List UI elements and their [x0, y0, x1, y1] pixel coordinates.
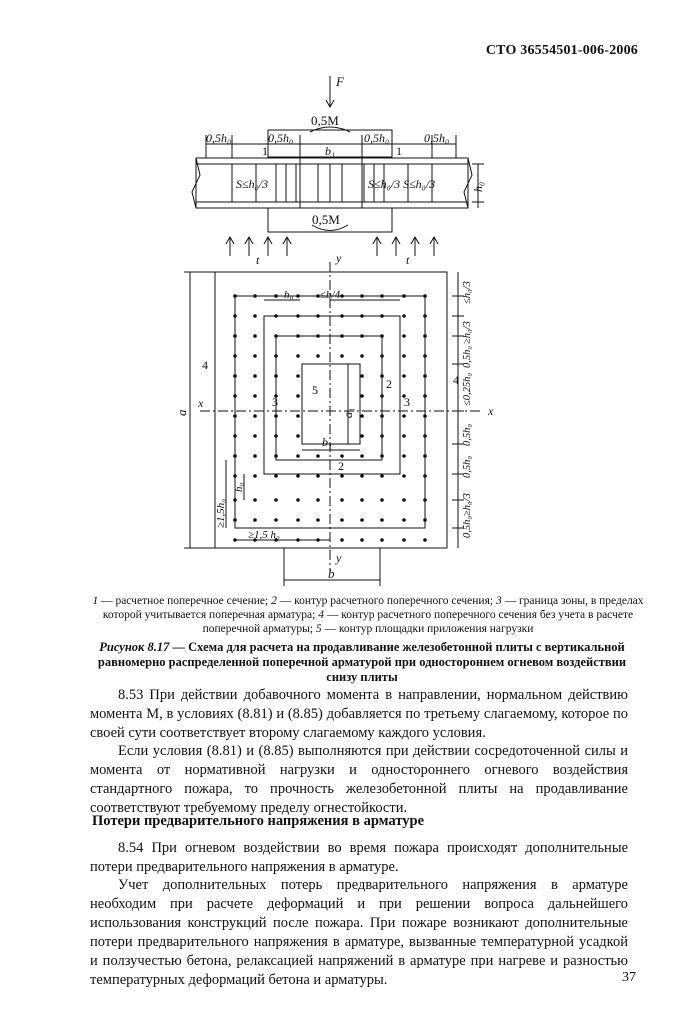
rebar-dot [316, 334, 320, 338]
rebar-dot [316, 454, 320, 458]
label-y-bottom: y [336, 551, 342, 565]
rebar-dot [296, 414, 300, 418]
rebar-dot [316, 538, 320, 542]
rebar-dot [233, 414, 237, 418]
legend-3-num: 3 [495, 595, 502, 607]
rebar-dot [253, 314, 257, 318]
right-dimension-label: ≤0,25h₀ [462, 372, 473, 406]
rebar-dot [402, 454, 406, 458]
paragraph-8-53-text: 8.53 При действии добавочного момента в направлении, нормальном действию момента M, в условиях (8.81) и (8.85) добавляется по третьему слагаемому, которое по своей сути соответствует второму слагаемому каждого условия. [90, 687, 628, 741]
rebar-dot [360, 498, 364, 502]
rebar-dot [402, 334, 406, 338]
rebar-dot [360, 538, 364, 542]
rebar-dot [360, 474, 364, 478]
rebar-dot [233, 454, 237, 458]
rebar-dot [360, 518, 364, 522]
rebar-dot [360, 414, 364, 418]
rebar-dot [253, 518, 257, 522]
paragraph-conditions-text: Если условия (8.81) и (8.85) выполняются при действии сосредоточенной силы и момента от нормативной нагрузки и одностороннего огневого воздействия стандартного пожара, то прочность железобетонной плиты на продавливание соответствуют требуемому пределу огнестойкости. [90, 743, 628, 816]
rebar-dot [402, 374, 406, 378]
label-h05-4: 0,5h₀ [424, 131, 450, 145]
rebar-dot [423, 498, 427, 502]
paragraph-conditions [90, 742, 628, 818]
rebar-dot [380, 374, 384, 378]
rebar-dot [402, 474, 406, 478]
rebar-dot [233, 394, 237, 398]
rebar-dot [380, 538, 384, 542]
right-dimension-label: 0,5h₀ [462, 423, 473, 446]
rebar-dot [274, 434, 278, 438]
rebar-dot [253, 354, 257, 358]
rebar-dot [296, 374, 300, 378]
rebar-dot [380, 454, 384, 458]
rebar-dot [233, 294, 237, 298]
rebar-dot [380, 294, 384, 298]
section-title: Потери предварительного напряжения в арматуре [92, 813, 424, 829]
rebar-dot [380, 414, 384, 418]
right-dimension-label: 0,5h₀≥h₀/3 [462, 493, 473, 538]
rebar-dot [316, 498, 320, 502]
label-b1-section: b₁ [325, 144, 336, 158]
rebar-dot [423, 414, 427, 418]
label-s-left: S≤h₀/3 [236, 177, 269, 191]
rebar-dot [316, 518, 320, 522]
rebar-dot [253, 434, 257, 438]
rebar-dot [296, 474, 300, 478]
rebar-dot [380, 334, 384, 338]
rebar-dot [360, 294, 364, 298]
label-x-left: x [198, 396, 204, 410]
rebar-dot [423, 474, 427, 478]
label-h05-2: 0,5h₀ [268, 131, 294, 145]
rebar-dot [296, 434, 300, 438]
rebar-dot [360, 394, 364, 398]
rebar-dot [274, 454, 278, 458]
label-1b: 1 [396, 144, 402, 158]
rebar-dot [423, 334, 427, 338]
rebar-dot [316, 474, 320, 478]
rebar-dot [274, 414, 278, 418]
rebar-dot [402, 518, 406, 522]
rebar-dot [340, 498, 344, 502]
rebar-dot [296, 314, 300, 318]
rebar-dot [296, 538, 300, 542]
right-dimension-label: 0,5h₀ [462, 345, 473, 368]
figure-number: Рисунок 8.17 [99, 640, 170, 654]
rebar-dot [253, 498, 257, 502]
rebar-dot [296, 354, 300, 358]
rebar-dot [233, 498, 237, 502]
rebar-dot [274, 498, 278, 502]
rebar-dot [340, 454, 344, 458]
rebar-dot [360, 334, 364, 338]
rebar-dot [340, 314, 344, 318]
right-dimension-labels [462, 281, 473, 538]
label-t-right: t [406, 253, 410, 267]
rebar-dot [316, 354, 320, 358]
rebar-dot [360, 434, 364, 438]
rebar-dot [380, 394, 384, 398]
right-dimension-label: ≤h₀/3 [462, 281, 473, 304]
slab-plan-outline [215, 272, 447, 548]
rebar-dot [296, 294, 300, 298]
rebar-dot [423, 374, 427, 378]
rebar-dot [380, 474, 384, 478]
label-h0-plan-top: h₀ [284, 289, 294, 301]
rebar-dot [380, 434, 384, 438]
rebar-dot [423, 294, 427, 298]
rebar-dot [423, 454, 427, 458]
legend-5: — контур площадки приложения нагрузки [321, 623, 534, 635]
rebar-dot [360, 374, 364, 378]
label-5: 5 [312, 383, 318, 397]
label-3-left: 3 [272, 395, 278, 409]
rebar-dot [340, 334, 344, 338]
paragraph-losses [90, 876, 628, 990]
rebar-dot [340, 538, 344, 542]
rebar-dot [274, 294, 278, 298]
document-code: СТО 36554501-006-2006 [485, 43, 638, 58]
legend-3: — граница зоны, в пределах которой учитывается поперечная арматура; [102, 595, 644, 621]
rebar-dot [360, 354, 364, 358]
label-le-b4: ≤b/4 [320, 289, 341, 301]
rebar-dot [253, 394, 257, 398]
rebar-dot [402, 538, 406, 542]
rebar-dot [274, 518, 278, 522]
rebar-dot [402, 314, 406, 318]
rebar-dot [274, 314, 278, 318]
rebar-dot [233, 518, 237, 522]
rebar-dot [423, 354, 427, 358]
figure-legend [88, 594, 648, 636]
rebar-dot [340, 518, 344, 522]
rebar-dot [233, 434, 237, 438]
rebar-dot [253, 454, 257, 458]
label-ge-15h0-h: ≥1,5 h₀ [248, 529, 280, 541]
legend-4: — контур расчетного поперечного сечения без учета в расчете поперечной арматуры; [202, 609, 634, 635]
label-y-top: y [336, 251, 342, 265]
right-dimension-label: 0,5h₀ [462, 455, 473, 478]
paragraph-8-53 [90, 686, 628, 743]
paragraph-8-54 [90, 839, 628, 877]
rebar-dot [316, 314, 320, 318]
rebar-dot [402, 498, 406, 502]
rebar-dot [423, 434, 427, 438]
rebar-dot [402, 414, 406, 418]
rebar-dot [423, 518, 427, 522]
rebar-dot [423, 314, 427, 318]
rebar-dot [296, 518, 300, 522]
rebar-dot [274, 374, 278, 378]
label-moment-bottom: 0,5M [312, 212, 340, 227]
legend-5-num: 5 [315, 623, 322, 635]
label-x-right: x [488, 404, 494, 418]
figure-title-text: — Схема для расчета на продавливание железобетонной плиты с вертикальной равномерно распределенной поперечной арматурой при одностороннем огневом воздействии снизу плиты [97, 640, 627, 684]
rebar-dot [233, 374, 237, 378]
rebar-dot [340, 354, 344, 358]
rebar-dot [296, 454, 300, 458]
rebar-dot [274, 474, 278, 478]
rebar-dot [233, 538, 237, 542]
rebar-dot [402, 434, 406, 438]
label-1: 1 [262, 144, 268, 158]
rebar-dot [274, 334, 278, 338]
rebar-dot [233, 354, 237, 358]
label-h05-1: 0,5h₀ [206, 131, 232, 145]
label-t-left: t [256, 253, 260, 267]
rebar-dot [380, 314, 384, 318]
rebar-dot [233, 334, 237, 338]
label-a: a [174, 409, 189, 416]
label-moment-top: 0,5M [311, 113, 339, 128]
rebar-dot [380, 498, 384, 502]
label-b: b [328, 566, 335, 581]
figure-title [92, 640, 632, 685]
label-ge-15h0-v: ≥1,5h₀ [215, 498, 227, 528]
paragraph-8-54-text: 8.54 При огневом воздействии во время пожара происходят дополнительные потери предварительного напряжения в арматуре. [90, 840, 628, 875]
right-dimension-label: ≥h₀/3 [462, 321, 473, 344]
rebar-dot [423, 538, 427, 542]
legend-2: — контур расчетного поперечного сечения; [276, 595, 496, 607]
label-2-bottom: 2 [338, 459, 344, 473]
rebar-dot [253, 414, 257, 418]
label-h0-plan-left: h₀ [233, 482, 245, 492]
rebar-dot [340, 474, 344, 478]
rebar-dot [360, 454, 364, 458]
rebar-dot [253, 294, 257, 298]
legend-1-num: 1 [92, 595, 99, 607]
rebar-dot [360, 314, 364, 318]
paragraph-losses-text: Учет дополнительных потерь предварительного напряжения в арматуре необходим при расчете деформаций и при решении вопроса дальнейшего использования конструкций после пожара. При пожаре возникают дополнительные потери предварительного напряжения в арматуре, вызванные температурной усадкой и ползучестью бетона, релаксацией напряжений в арматуре при нагреве и разностью температурных деформаций бетона и арматуры. [90, 877, 628, 988]
label-2-right: 2 [386, 377, 392, 391]
legend-2-num: 2 [271, 595, 277, 607]
rebar-dot [380, 518, 384, 522]
rebar-dot [296, 498, 300, 502]
loaded-area [302, 364, 360, 444]
rebar-dot [402, 294, 406, 298]
label-force: F [336, 74, 344, 89]
label-a1: a₁ [341, 407, 355, 418]
rebar-dot [402, 354, 406, 358]
rebar-dot [296, 394, 300, 398]
rebar-dot [253, 334, 257, 338]
legend-1: — расчетное поперечное сечение; [98, 595, 272, 607]
rebar-dot [233, 474, 237, 478]
rebar-dot [253, 374, 257, 378]
legend-4-num: 4 [318, 609, 324, 621]
label-4-right: 4 [453, 373, 459, 387]
label-4-left: 4 [202, 358, 208, 372]
label-h05-3: 0,5h₀ [364, 131, 390, 145]
rebar-dot [296, 334, 300, 338]
label-h0-section: h₀ [471, 181, 485, 192]
rebar-dot [423, 394, 427, 398]
label-3-right: 3 [404, 395, 410, 409]
rebar-dot [233, 314, 237, 318]
rebar-dot [340, 294, 344, 298]
rebar-dot [274, 354, 278, 358]
label-b1-plan: b₁ [322, 435, 333, 449]
label-s-right: S≤h₀/3 S≤h₀/3 [368, 177, 436, 191]
rebar-dot [380, 354, 384, 358]
rebar-dot [253, 474, 257, 478]
page-number: 37 [622, 970, 636, 985]
